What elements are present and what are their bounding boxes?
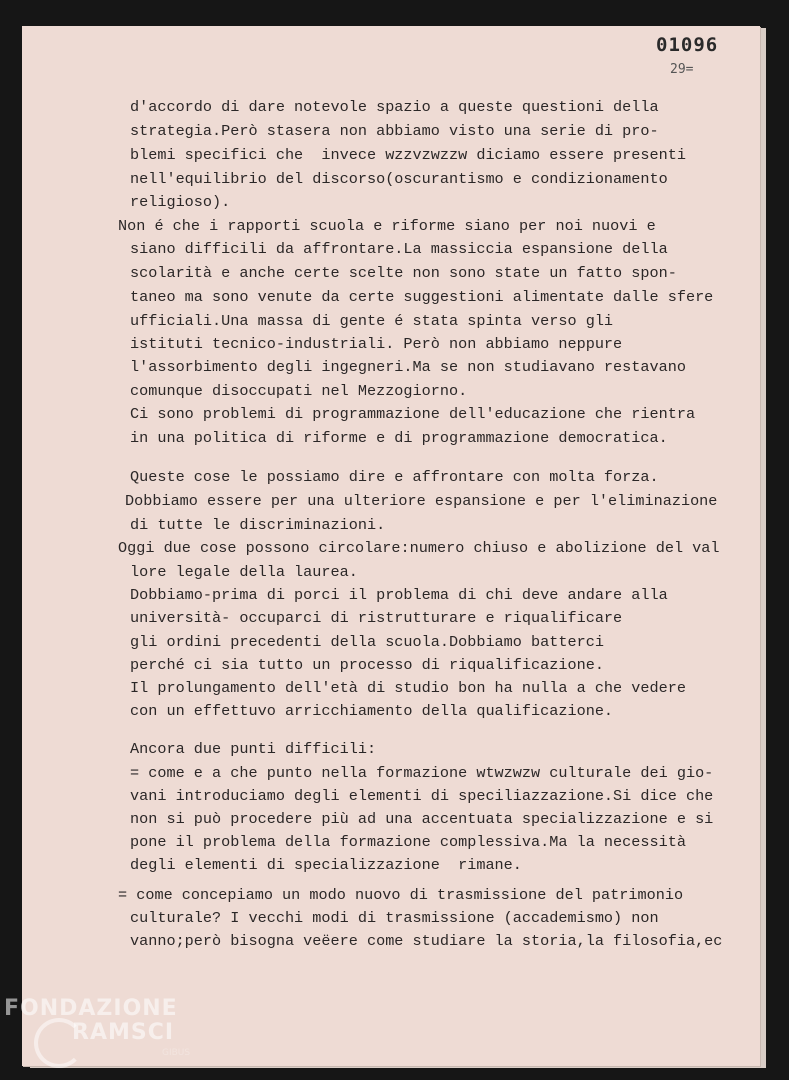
text-line: Il prolungamento dell'età di studio bon ha nulla a che vedere	[130, 679, 686, 697]
text-line: blemi specifici che invece wzzvzwzzw diciamo essere presenti	[130, 146, 686, 164]
text-line: Ancora due punti difficili:	[130, 740, 377, 758]
text-line: nell'equilibrio del discorso(oscurantismo e condizionamento	[130, 170, 668, 188]
text-line: culturale? I vecchi modi di trasmissione (accademismo) non	[130, 909, 659, 927]
text-line: siano difficili da affrontare.La massiccia espansione della	[130, 240, 668, 258]
text-line: strategia.Però stasera non abbiamo visto una serie di pro-	[130, 122, 659, 140]
text-line: Oggi due cose possono circolare:numero chiuso e abolizione del val	[118, 539, 720, 557]
fondazione-gramsci-watermark	[4, 996, 204, 1076]
page-number: 29=	[670, 62, 694, 77]
text-line: università- occuparci di ristrutturare e riqualificare	[130, 609, 623, 627]
text-line: degli elementi di specializzazione rimane.	[130, 856, 522, 874]
text-line: non si può procedere più ad una accentuata specializzazione e si	[130, 810, 714, 828]
text-line: Ci sono problemi di programmazione dell'educazione che rientra	[130, 405, 696, 423]
text-line: Queste cose le possiamo dire e affrontare con molta forza.	[130, 468, 659, 486]
text-line: Dobbiamo-prima di porci il problema di chi deve andare alla	[130, 586, 668, 604]
text-line: in una politica di riforme e di programmazione democratica.	[130, 429, 668, 447]
watermark-line-2: RAMSCI	[72, 1020, 175, 1045]
text-line: gli ordini precedenti della scuola.Dobbiamo batterci	[130, 633, 604, 651]
archive-number: 01096	[656, 34, 719, 56]
text-line: Non é che i rapporti scuola e riforme siano per noi nuovi e	[118, 217, 656, 235]
text-line: con un effettuvo arricchiamento della qualificazione.	[130, 702, 614, 720]
watermark-line-1: FONDAZIONE	[4, 996, 178, 1021]
text-line: comunque disoccupati nel Mezzogiorno.	[130, 382, 468, 400]
watermark-small-text: GIBUS	[162, 1048, 191, 1058]
text-line: d'accordo di dare notevole spazio a queste questioni della	[130, 98, 659, 116]
text-line: religioso).	[130, 193, 231, 211]
text-line: perché ci sia tutto un processo di riqualificazione.	[130, 656, 604, 674]
text-line: l'assorbimento degli ingegneri.Ma se non studiavano restavano	[130, 358, 686, 376]
text-line: Dobbiamo essere per una ulteriore espansione e per l'eliminazione	[125, 492, 718, 510]
text-line: scolarità e anche certe scelte non sono state un fatto spon-	[130, 264, 677, 282]
text-line: vanno;però bisogna veëere come studiare la storia,la filosofia,ec	[130, 932, 723, 950]
text-line: taneo ma sono venute da certe suggestioni alimentate dalle sfere	[130, 288, 714, 306]
text-line: istituti tecnico-industriali. Però non abbiamo neppure	[130, 335, 623, 353]
text-line: vani introduciamo degli elementi di speciliazzazione.Si dice che	[130, 787, 714, 805]
text-line: = come concepiamo un modo nuovo di trasmissione del patrimonio	[118, 886, 684, 904]
text-line: di tutte le discriminazioni.	[130, 516, 386, 534]
text-line: ufficiali.Una massa di gente é stata spinta verso gli	[130, 312, 614, 330]
text-line: pone il problema della formazione complessiva.Ma la necessità	[130, 833, 686, 851]
text-line: = come e a che punto nella formazione wtwzwzw culturale dei gio-	[130, 764, 714, 782]
text-line: lore legale della laurea.	[130, 563, 358, 581]
